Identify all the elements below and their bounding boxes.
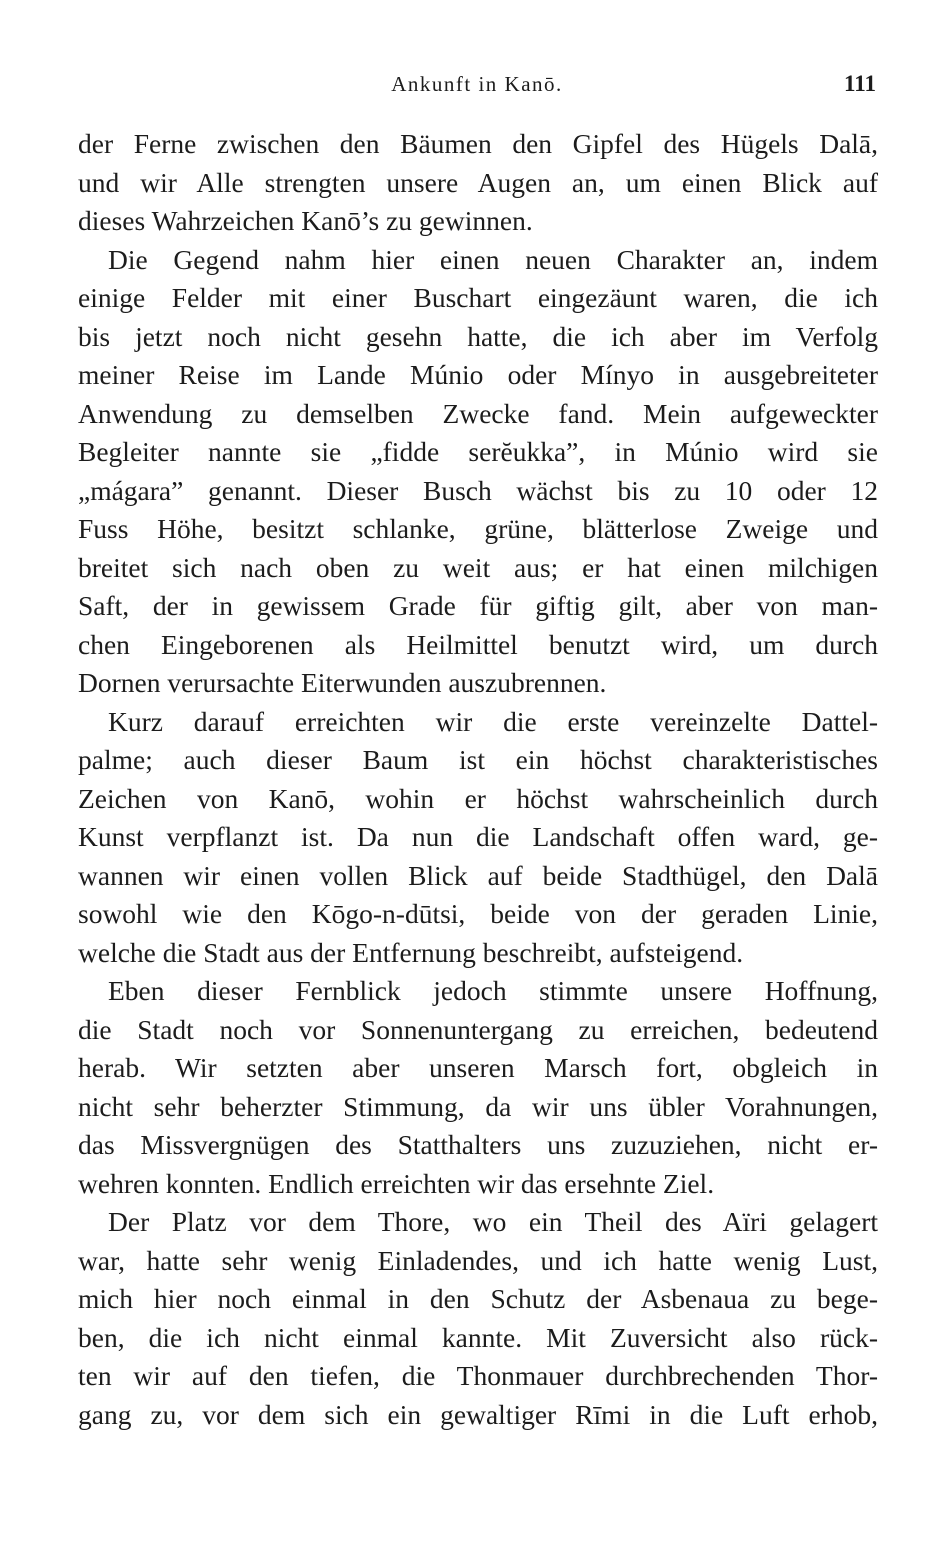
text-line: herab. Wir setzten aber unseren Marsch fort, obgleich in (78, 1052, 878, 1083)
text-line: bis jetzt noch nicht gesehn hatte, die ich aber im Verfolg (78, 320, 878, 352)
text-line: „mágara” genannt. Dieser Busch wächst bis zu 10 oder 12 (78, 474, 878, 506)
text-line: nicht sehr beherzter Stimmung, da wir uns übler Vorahnungen, (78, 1090, 878, 1122)
text-line: Dornen verursachte Eiterwunden auszubrennen. (78, 667, 607, 698)
running-head (78, 72, 876, 102)
text-line: Fuss Höhe, besitzt schlanke, grüne, blätterlose Zweige und (78, 513, 878, 544)
running-head-title: Ankunft in Kanō. (391, 72, 563, 96)
text-line: die Stadt noch vor Sonnenuntergang zu erreichen, bedeutend (78, 1013, 878, 1045)
text-line: wannen wir einen vollen Blick auf beide Stadthügel, den Dalā (78, 859, 878, 891)
text-line: Begleiter nannte sie „fidde serĕukka”, in Múnio wird sie (78, 436, 878, 467)
text-line: Zeichen von Kanō, wohin er höchst wahrscheinlich durch (78, 782, 878, 814)
text-line: meiner Reise im Lande Múnio oder Mínyo in ausgebreiteter (78, 359, 878, 390)
text-line: wehren konnten. Endlich erreichten wir das ersehnte Ziel. (78, 1167, 715, 1199)
text-line: Kurz darauf erreichten wir die erste vereinzelte Dattel- (108, 705, 878, 737)
text-line: Kunst verpflanzt ist. Da nun die Landschaft offen ward, ge- (78, 821, 878, 852)
body-text (78, 125, 878, 1434)
text-line: Der Platz vor dem Thore, wo ein Theil des Aïri gelagert (108, 1206, 878, 1237)
text-line: Saft, der in gewissem Grade für giftig gilt, aber von man- (78, 590, 878, 621)
text-line: Eben dieser Fernblick jedoch stimmte unsere Hoffnung, (108, 975, 878, 1006)
text-line: einige Felder mit einer Buschart eingezäunt waren, die ich (78, 282, 878, 313)
text-line: palme; auch dieser Baum ist ein höchst charakteristisches (78, 744, 878, 775)
text-line: gang zu, vor dem sich ein gewaltiger Rīmi in die Luft erhob, (78, 1398, 878, 1430)
text-line: der Ferne zwischen den Bäumen den Gipfel des Hügels Dalā, (78, 128, 878, 159)
text-line: welche die Stadt aus der Entfernung beschreibt, aufsteigend. (78, 936, 744, 968)
text-line: ten wir auf den tiefen, die Thonmauer durchbrechenden Thor- (78, 1360, 878, 1391)
text-line: das Missvergnügen des Statthalters uns zuzuziehen, nicht er- (78, 1129, 878, 1160)
text-line: chen Eingeborenen als Heilmittel benutzt wird, um durch (78, 628, 878, 660)
text-line: sowohl wie den Kōgo-n-dūtsi, beide von der geraden Linie, (78, 898, 878, 929)
text-line: war, hatte sehr wenig Einladendes, und ich hatte wenig Lust, (78, 1244, 878, 1276)
text-line: ben, die ich nicht einmal kannte. Mit Zuversicht also rück- (78, 1321, 878, 1353)
text-line: Die Gegend nahm hier einen neuen Charakter an, indem (108, 243, 878, 275)
text-line: dieses Wahrzeichen Kanō’s zu gewinnen. (78, 205, 533, 236)
text-line: Anwendung zu demselben Zwecke fand. Mein aufgeweckter (78, 397, 878, 429)
text-line: und wir Alle strengten unsere Augen an, um einen Blick auf (78, 166, 878, 198)
text-line: breitet sich nach oben zu weit aus; er hat einen milchigen (78, 551, 878, 583)
text-line: mich hier noch einmal in den Schutz der Asbenaua zu bege- (78, 1283, 878, 1314)
page-number: 111 (844, 71, 876, 96)
